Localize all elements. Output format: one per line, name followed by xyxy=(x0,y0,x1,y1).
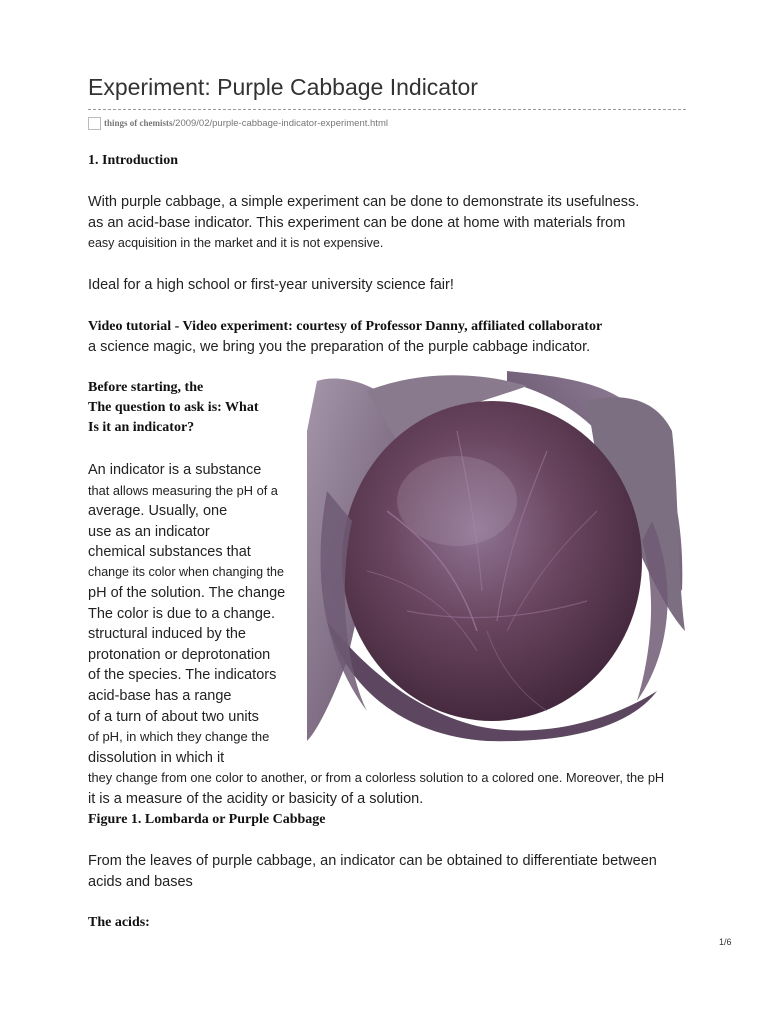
indicator-line: that allows measuring the pH of a xyxy=(88,483,278,498)
source-path: /2009/02/purple-cabbage-indicator-experiment.html xyxy=(172,117,388,129)
indicator-line: of pH, in which they change the xyxy=(88,729,270,744)
page-title: Experiment: Purple Cabbage Indicator xyxy=(88,74,478,100)
continuation-line: it is a measure of the acidity or basicity of a solution. xyxy=(88,791,424,807)
ideal-line: Ideal for a high school or first-year university science fair! xyxy=(88,277,454,293)
indicator-line: chemical substances that xyxy=(88,544,251,560)
indicator-line: of the species. The indicators xyxy=(88,667,277,683)
indicator-line: use as an indicator xyxy=(88,524,210,540)
intro-line: as an acid-base indicator. This experiment can be done at home with materials from xyxy=(88,215,626,231)
indicator-line: of a turn of about two units xyxy=(88,709,259,725)
figure-caption: Figure 1. Lombarda or Purple Cabbage xyxy=(88,812,326,827)
indicator-line: acid-base has a range xyxy=(88,688,232,704)
continuation-line: they change from one color to another, or from a colorless solution to a colored one. Moreover, the pH xyxy=(88,770,665,785)
purple-cabbage-image xyxy=(307,371,687,743)
indicator-line: structural induced by the xyxy=(88,626,246,642)
title-divider xyxy=(88,109,686,110)
indicator-line: protonation or deprotonation xyxy=(88,647,271,663)
leaves-line: acids and bases xyxy=(88,874,193,890)
favicon-placeholder-icon xyxy=(88,117,101,130)
page-number: 1/6 xyxy=(719,937,732,947)
video-heading: Video tutorial - Video experiment: courtesy of Professor Danny, affiliated collaborator xyxy=(88,319,603,334)
indicator-line: An indicator is a substance xyxy=(88,462,262,478)
introduction-heading: 1. Introduction xyxy=(88,153,178,168)
source-site-name: things of chemists xyxy=(104,118,173,128)
indicator-line: The color is due to a change. xyxy=(88,606,276,622)
question-line: Before starting, the xyxy=(88,380,204,395)
indicator-line: dissolution in which it xyxy=(88,750,225,766)
indicator-line: pH of the solution. The change xyxy=(88,585,286,601)
intro-line: easy acquisition in the market and it is not expensive. xyxy=(88,236,384,250)
leaves-line: From the leaves of purple cabbage, an indicator can be obtained to differentiate between xyxy=(88,853,657,869)
video-line: a science magic, we bring you the preparation of the purple cabbage indicator. xyxy=(88,339,591,355)
acids-heading: The acids: xyxy=(88,915,150,930)
intro-line: With purple cabbage, a simple experiment can be done to demonstrate its usefulness. xyxy=(88,194,640,210)
question-line: Is it an indicator? xyxy=(88,420,195,435)
source-link[interactable] xyxy=(88,115,388,131)
question-line: The question to ask is: What xyxy=(88,400,259,415)
indicator-line: change its color when changing the xyxy=(88,565,284,579)
indicator-line: average. Usually, one xyxy=(88,503,228,519)
